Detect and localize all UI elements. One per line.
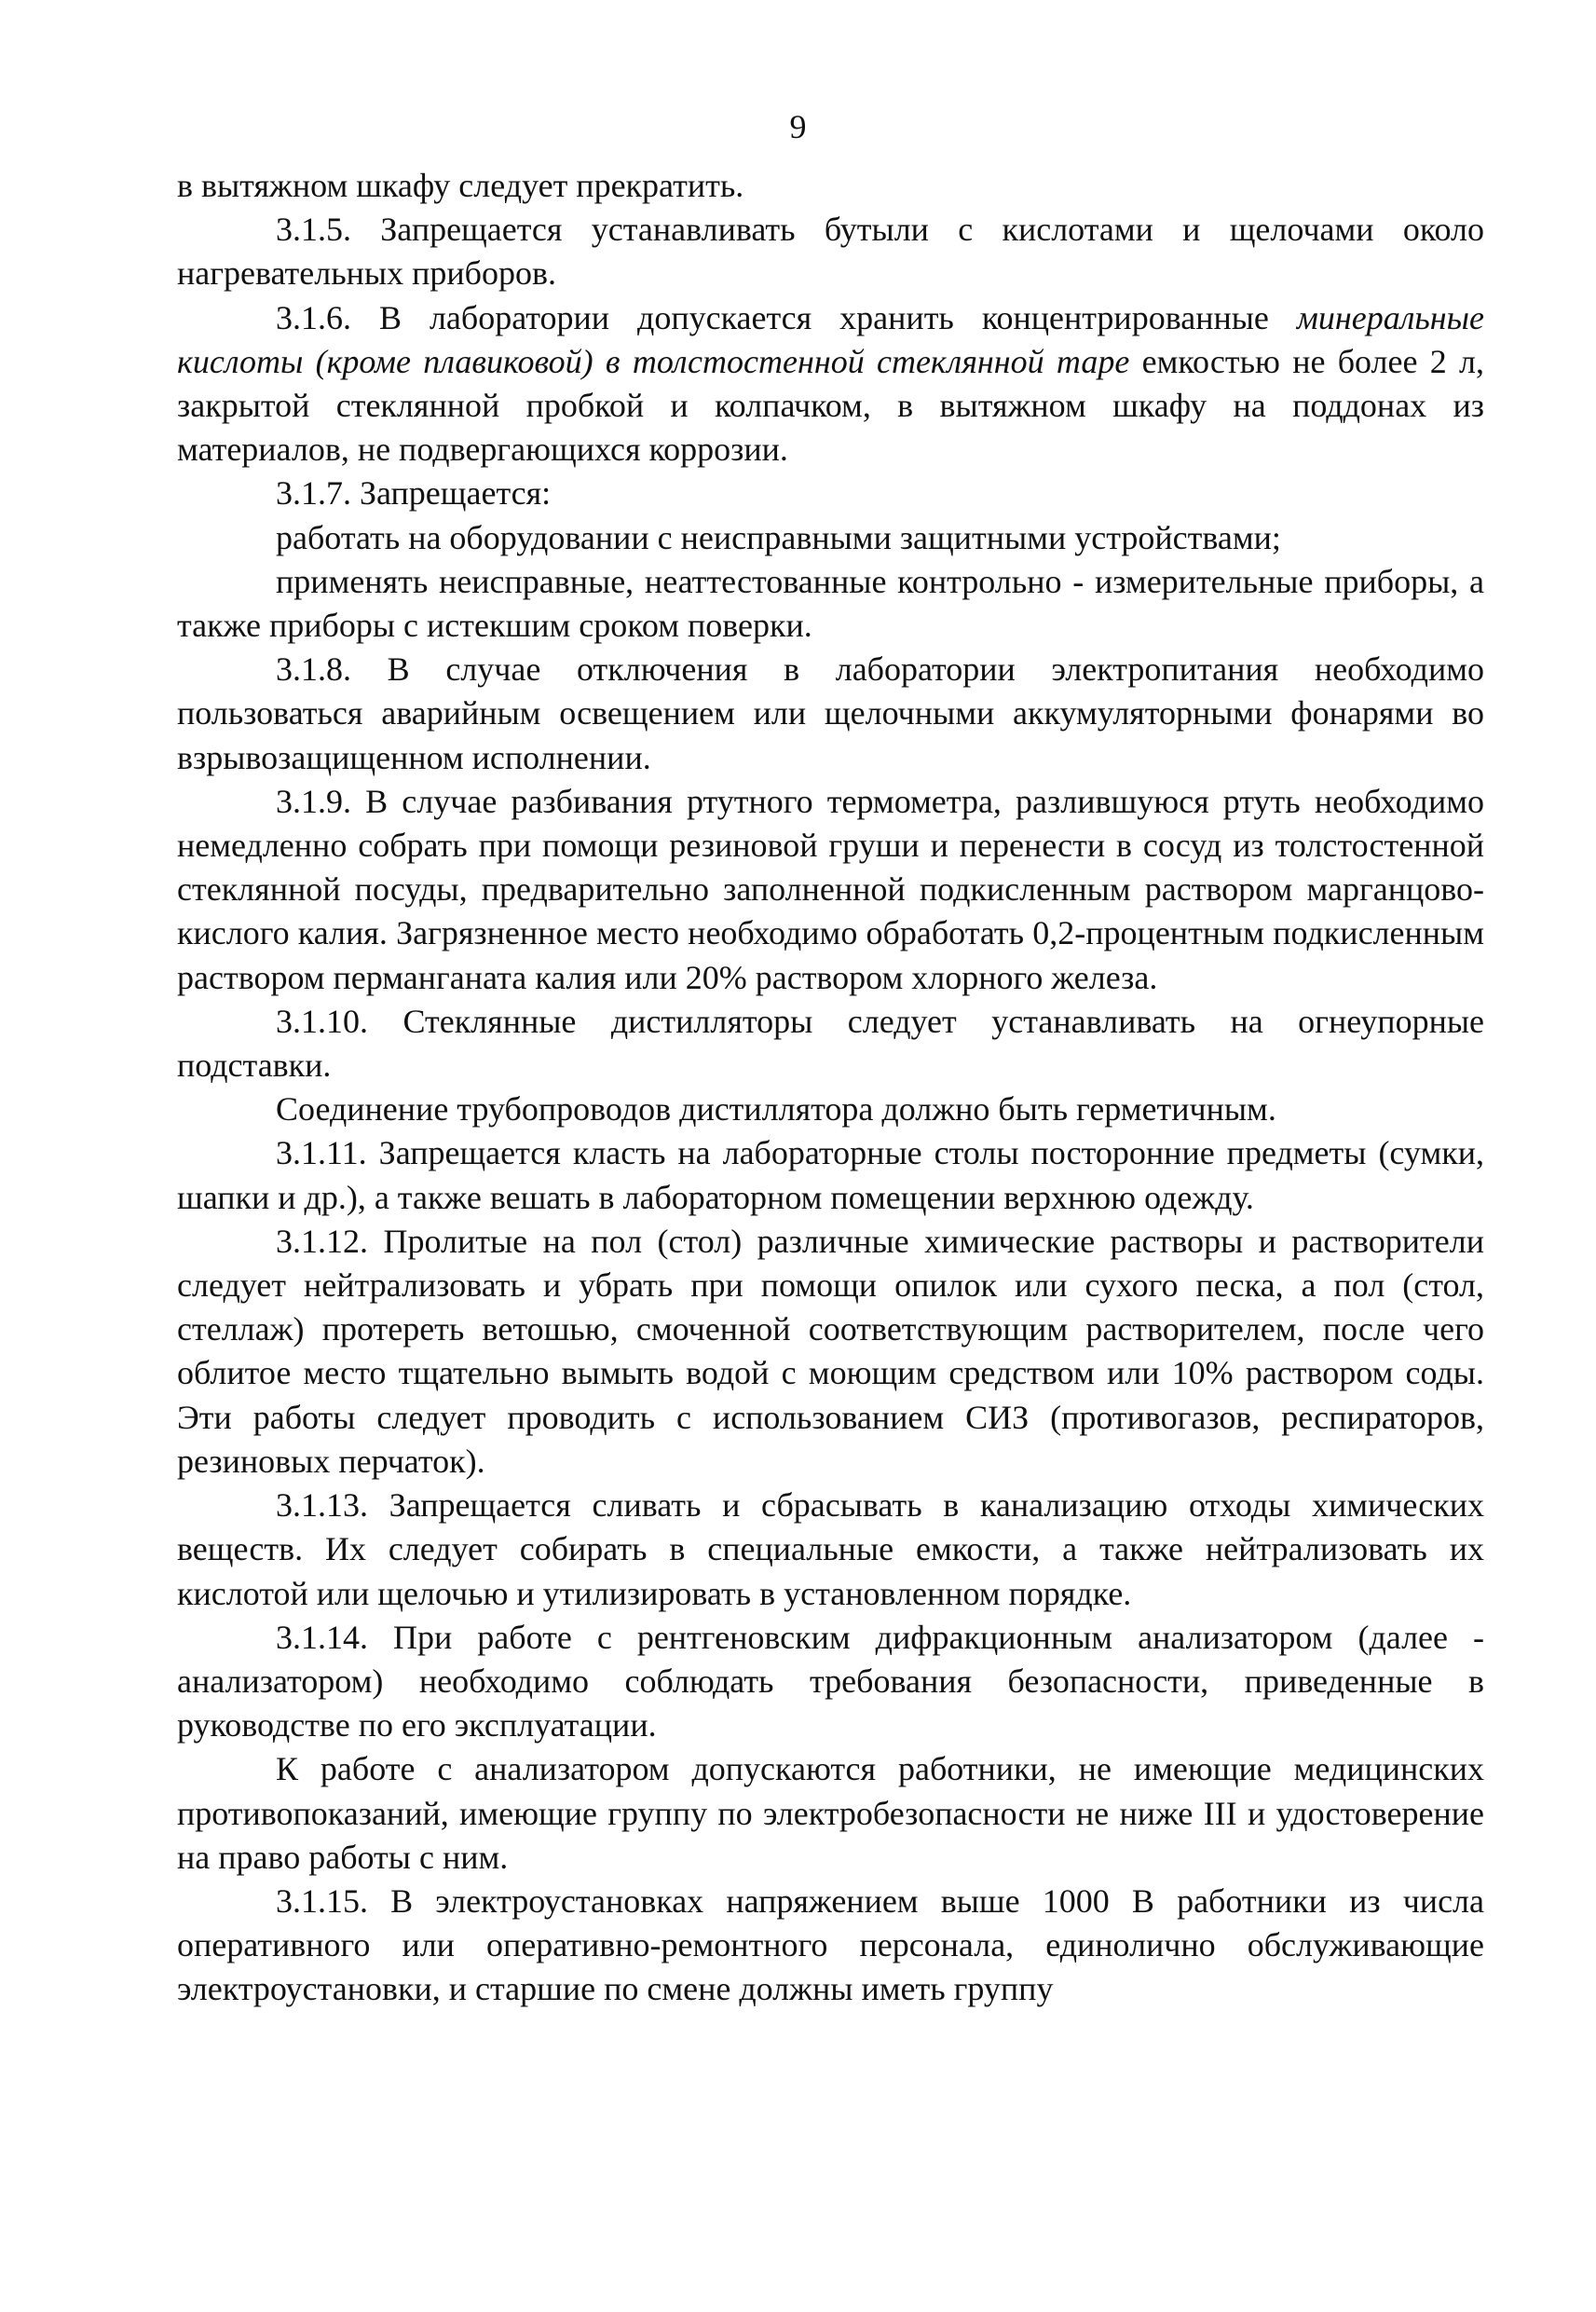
paragraph-3-1-5: 3.1.5. Запрещается устанавливать бутыли с кислотами и щелочами около нагревательных приборов. <box>177 211 1484 293</box>
paragraph-3-1-11: 3.1.11. Запрещается класть на лабораторные столы посторонние предметы (сумки, шапки и др.), а также вешать в лабораторном помещении верхнюю одежду. <box>177 1134 1484 1216</box>
paragraph-continuation: в вытяжном шкафу следует прекратить. <box>177 167 744 204</box>
paragraph-3-1-12: 3.1.12. Пролитые на пол (стол) различные химические растворы и растворители следует нейтрализовать и убрать при помощи опилок или сухого песка, а пол (стол, стеллаж) протереть ветошью, смоченной соответствующим растворителем, после чего облитое место тщательно вымыть водой с моющим средством или 10% раствором соды. Эти работы следует проводить с использованием СИЗ (противогазов, респираторов, резиновых перчаток). <box>177 1222 1484 1480</box>
paragraph-3-1-10: 3.1.10. Стеклянные дистилляторы следует устанавливать на огнеупорные подставки. <box>177 1002 1484 1085</box>
paragraph-3-1-7-item-1: работать на оборудовании с неисправными защитными устройствами; <box>276 518 1281 556</box>
paragraph-3-1-7-item-2: применять неисправные, неаттестованные контрольно - измерительные приборы, а также приборы с истекшим сроком поверки. <box>177 562 1484 645</box>
paragraph-3-1-14-note: К работе с анализатором допускаются работники, не имеющие медицинских противопоказаний, имеющие группу по электробезопасности не ниже III и удостоверение на право работы с ним. <box>177 1750 1484 1876</box>
paragraph-3-1-6-part-2: емкостью не более 2 л, закрытой стеклянной пробкой и колпачком, в вытяжном шкафу на поддонах из материалов, не подвергающихся коррозии. <box>177 342 1484 469</box>
paragraph-3-1-6-italic: минеральные кислоты (кроме плавиковой) в толстостенной стеклянной таре <box>177 298 1484 380</box>
paragraph-3-1-14: 3.1.14. При работе с рентгеновским дифракционным анализатором (далее - анализатором) необходимо соблюдать требования безопасности, приведенные в руководстве по его эксплуатации. <box>177 1618 1484 1744</box>
paragraph-3-1-10-note: Соединение трубопроводов дистиллятора должно быть герметичным. <box>276 1090 1276 1129</box>
paragraph-3-1-9: 3.1.9. В случае разбивания ртутного термометра, разлившуюся ртуть необходимо немедленно собрать при помощи резиновой груши и перенести в сосуд из толстостенной стеклянной посуды, предварительно заполненной подкисленным раствором марганцово-кислого калия. Загрязненное место необходимо обработать 0,2-процентным подкисленным раствором перманганата калия или 20% раствором хлорного железа. <box>177 782 1484 996</box>
paragraph-3-1-6 <box>177 296 1484 472</box>
document-body <box>177 164 1484 2012</box>
paragraph-3-1-8: 3.1.8. В случае отключения в лаборатории электропитания необходимо пользоваться аварийным освещением или щелочными аккумуляторными фонарями во взрывозащищенном исполнении. <box>177 650 1484 776</box>
paragraph-3-1-7: 3.1.7. Запрещается: <box>276 474 552 513</box>
paragraph-3-1-15: 3.1.15. В электроустановках напряжением выше 1000 В работники из числа оперативного или оперативно-ремонтного персонала, единолично обслуживающие электроустановки, и старшие по смене должны иметь группу <box>177 1881 1484 2008</box>
paragraph-3-1-6-part-1: 3.1.6. В лаборатории допускается хранить концентрированные <box>276 298 1297 336</box>
paragraph-3-1-13: 3.1.13. Запрещается сливать и сбрасывать в канализацию отходы химических веществ. Их следует собирать в специальные емкости, а также нейтрализовать их кислотой или щелочью и утилизировать в установленном порядке. <box>177 1486 1484 1612</box>
page-number: 9 <box>789 108 807 145</box>
